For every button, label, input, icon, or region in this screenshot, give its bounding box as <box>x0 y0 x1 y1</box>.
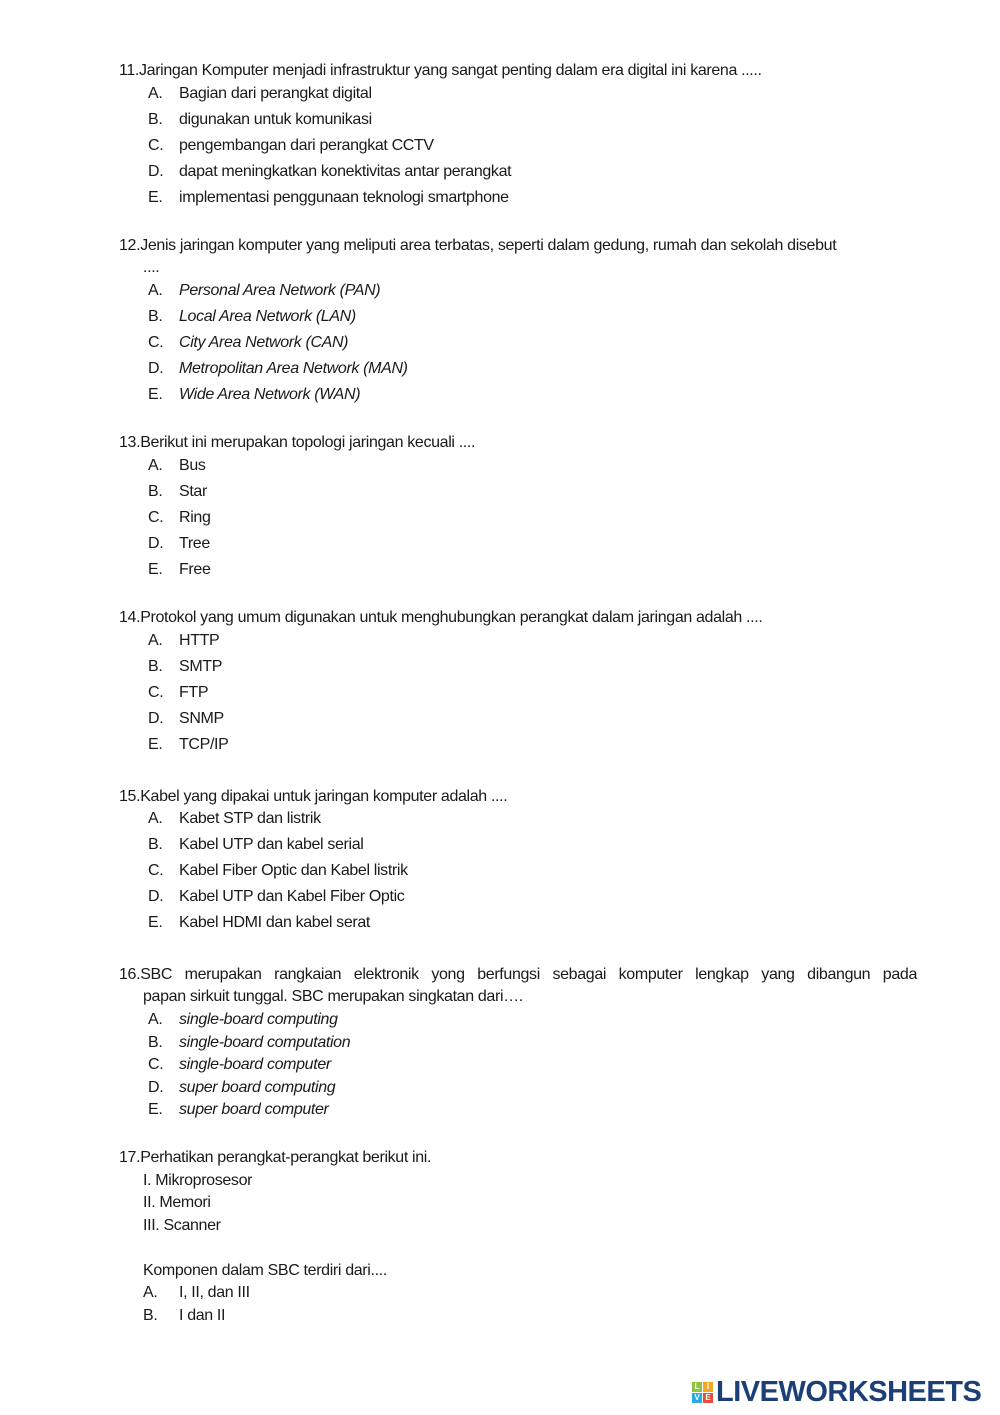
logo-cube-l: L <box>692 1382 702 1392</box>
logo-cube-icon <box>692 1382 713 1403</box>
option-letter: E. <box>148 1101 163 1118</box>
option-text: I, II, dan III <box>179 1284 250 1301</box>
option-letter: E. <box>148 914 163 931</box>
option-text: super board computing <box>179 1079 336 1096</box>
option-text: Kabet STP dan listrik <box>179 810 321 827</box>
logo-cube-i: I <box>703 1382 713 1392</box>
option-text: single-board computer <box>179 1056 331 1073</box>
option-letter: A. <box>148 632 163 649</box>
option-text: super board computer <box>179 1101 329 1118</box>
option-text: Kabel UTP dan Kabel Fiber Optic <box>179 888 405 905</box>
option-letter: E. <box>148 736 163 753</box>
option-text: implementasi penggunaan teknologi smartphone <box>179 189 509 206</box>
option-text: SMTP <box>179 658 223 675</box>
list-item: II. Memori <box>143 1194 211 1211</box>
option-letter: D. <box>148 360 164 377</box>
option-letter: C. <box>148 137 164 154</box>
logo-cube-v: V <box>692 1393 702 1403</box>
option-text: dapat meningkatkan konektivitas antar perangkat <box>179 163 512 180</box>
option-letter: C. <box>148 1056 164 1073</box>
liveworksheets-logo <box>692 1377 981 1407</box>
list-item: III. Scanner <box>143 1217 221 1234</box>
option-text: Free <box>179 561 211 578</box>
option-text: City Area Network (CAN) <box>179 334 349 351</box>
option-text: Bus <box>179 457 206 474</box>
option-letter: A. <box>148 282 163 299</box>
option-text: Star <box>179 483 207 500</box>
option-letter: C. <box>148 684 164 701</box>
option-text: SNMP <box>179 710 224 727</box>
option-letter: A. <box>143 1284 158 1301</box>
option-letter: B. <box>148 658 163 675</box>
option-text: HTTP <box>179 632 220 649</box>
option-letter: A. <box>148 457 163 474</box>
option-letter: B. <box>148 483 163 500</box>
option-letter: D. <box>148 1079 164 1096</box>
option-text: Ring <box>179 509 211 526</box>
option-text: Tree <box>179 535 210 552</box>
option-text: Bagian dari perangkat digital <box>179 85 372 102</box>
option-text: TCP/IP <box>179 736 229 753</box>
option-text: Kabel Fiber Optic dan Kabel listrik <box>179 862 408 879</box>
option-text: pengembangan dari perangkat CCTV <box>179 137 434 154</box>
option-letter: C. <box>148 862 164 879</box>
option-letter: D. <box>148 888 164 905</box>
question-12-stem: 12.Jenis jaringan komputer yang meliputi area terbatas, seperti dalam gedung, rumah dan sekolah disebut <box>119 237 837 254</box>
option-letter: B. <box>148 111 163 128</box>
question-12-stem-cont: .... <box>143 259 160 276</box>
option-letter: D. <box>148 535 164 552</box>
option-text: FTP <box>179 684 209 701</box>
question-17-stem: 17.Perhatikan perangkat-perangkat berikut ini. <box>119 1149 432 1166</box>
option-text: Personal Area Network (PAN) <box>179 282 381 299</box>
logo-cube-e: E <box>703 1393 713 1403</box>
option-letter: B. <box>148 836 163 853</box>
option-text: Wide Area Network (WAN) <box>179 386 361 403</box>
option-letter: A. <box>148 810 163 827</box>
question-16-stem-cont: papan sirkuit tunggal. SBC merupakan singkatan dari…. <box>143 988 523 1005</box>
option-letter: E. <box>148 189 163 206</box>
option-letter: A. <box>148 85 163 102</box>
option-letter: E. <box>148 561 163 578</box>
option-text: digunakan untuk komunikasi <box>179 111 372 128</box>
question-11-stem: 11.Jaringan Komputer menjadi infrastruktur yang sangat penting dalam era digital ini karena ..... <box>119 62 762 79</box>
option-letter: B. <box>143 1307 158 1324</box>
option-letter: B. <box>148 308 163 325</box>
option-text: Local Area Network (LAN) <box>179 308 356 325</box>
option-text: Kabel HDMI dan kabel serat <box>179 914 371 931</box>
option-letter: B. <box>148 1034 163 1051</box>
question-14-stem: 14.Protokol yang umum digunakan untuk menghubungkan perangkat dalam jaringan adalah .... <box>119 609 763 626</box>
option-text: Kabel UTP dan kabel serial <box>179 836 364 853</box>
question-16-stem: 16.SBC merupakan rangkaian elektronik yong berfungsi sebagai komputer lengkap yang dibangun pada <box>119 966 917 983</box>
option-letter: D. <box>148 163 164 180</box>
option-text: single-board computing <box>179 1011 338 1028</box>
option-letter: C. <box>148 509 164 526</box>
option-text: I dan II <box>179 1307 226 1324</box>
question-17-prompt: Komponen dalam SBC terdiri dari.... <box>143 1262 387 1279</box>
option-text: single-board computation <box>179 1034 351 1051</box>
option-letter: A. <box>148 1011 163 1028</box>
question-13-stem: 13.Berikut ini merupakan topologi jaringan kecuali .... <box>119 434 476 451</box>
option-letter: E. <box>148 386 163 403</box>
question-15-stem: 15.Kabel yang dipakai untuk jaringan komputer adalah .... <box>119 788 508 805</box>
option-letter: C. <box>148 334 164 351</box>
list-item: I. Mikroprosesor <box>143 1172 253 1189</box>
option-text: Metropolitan Area Network (MAN) <box>179 360 408 377</box>
logo-text: LIVEWORKSHEETS <box>716 1376 982 1408</box>
option-letter: D. <box>148 710 164 727</box>
